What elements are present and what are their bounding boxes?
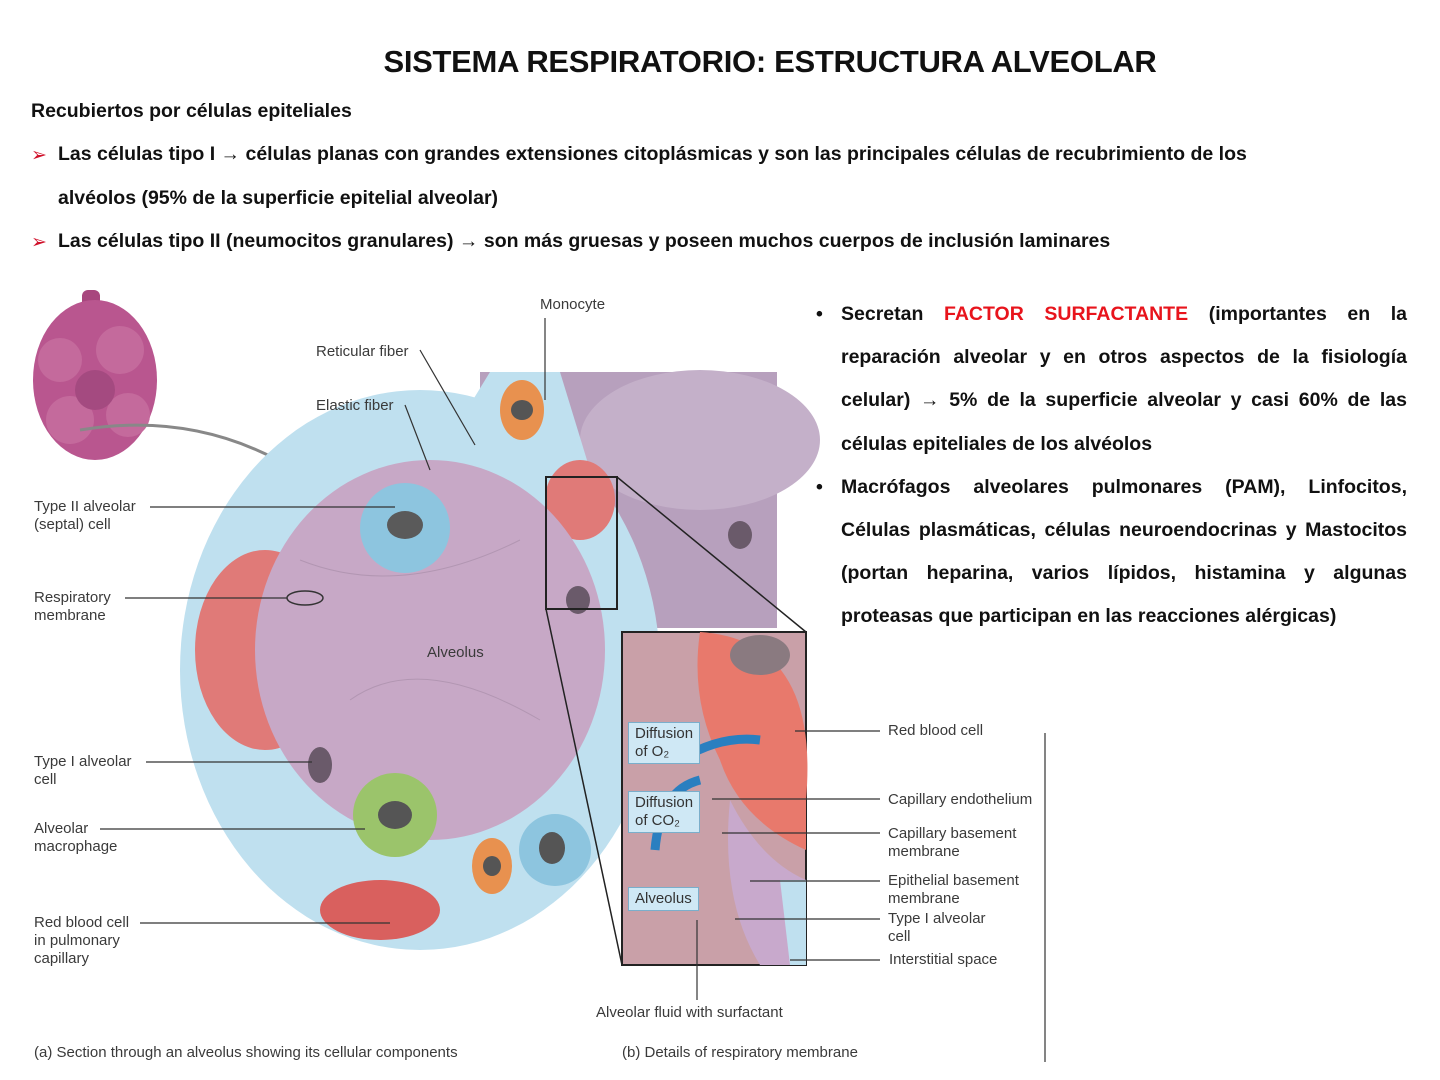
text: of CO₂ — [635, 812, 680, 829]
text: of O₂ — [635, 743, 670, 760]
text: in pulmonary — [34, 932, 120, 949]
inset-alveolus-box: Alveolus — [628, 887, 699, 911]
label-respiratory-membrane — [34, 589, 111, 625]
diffusion-co2-box — [628, 791, 700, 833]
text: Type I alveolar — [888, 910, 986, 927]
label-monocyte: Monocyte — [540, 296, 606, 313]
label-reticular-fiber: Reticular fiber — [316, 343, 409, 360]
label-macrophage — [34, 820, 117, 856]
diffusion-o2-box — [628, 722, 700, 764]
text: capillary — [34, 950, 90, 967]
label-r-type1-cell — [888, 910, 986, 946]
label-alveolus: Alveolus — [427, 644, 484, 661]
alveolar-sac-icon — [33, 290, 300, 478]
label-epithelial-basement — [888, 872, 1019, 908]
label-r-red-blood-cell: Red blood cell — [888, 722, 984, 739]
bullet-type1-line2: alvéolos (95% de la superficie epitelial alveolar) — [58, 187, 499, 209]
text: Alveolar — [34, 820, 89, 837]
label-elastic-fiber: Elastic fiber — [316, 397, 394, 414]
label-type1-cell — [34, 753, 132, 789]
text: cell — [888, 928, 911, 945]
label-type2-cell — [34, 498, 136, 534]
text: membrane — [34, 607, 106, 624]
text: macrophage — [34, 838, 118, 855]
text: Diffusion — [635, 725, 694, 742]
label-red-blood-cell — [34, 914, 129, 968]
arrow-bullet-icon: ➢ — [31, 232, 47, 253]
text: cell — [34, 771, 57, 788]
arrow-bullet-icon: ➢ — [31, 145, 47, 166]
text: Respiratory — [34, 589, 111, 606]
bullet-type2: Las células tipo II (neumocitos granulares) → son más gruesas y poseen muchos cuerpos de inclusión laminares — [58, 230, 1111, 252]
bullet-dot: • — [816, 303, 823, 325]
text: Epithelial basement — [888, 872, 1019, 889]
text: Capillary basement — [888, 825, 1017, 842]
text: Red blood cell — [34, 914, 130, 931]
bullet-dot: • — [816, 475, 823, 498]
text: (importantes en la reparación alveolar y en otros aspectos de la fisiología celular) → 5% de la superficie alveolar y casi 60% de las células epiteliales de los alvéolos — [841, 303, 1407, 455]
caption-b: (b) Details of respiratory membrane — [622, 1044, 858, 1061]
label-capillary-endothelium: Capillary endothelium — [888, 791, 1033, 808]
page-title: SISTEMA RESPIRATORIO: ESTRUCTURA ALVEOLAR — [383, 44, 1157, 79]
text: Macrófagos alveolares pulmonares (PAM), Linfocitos, Células plasmáticas, células neuroendocrinas y Mastocitos (portan heparina, varios lípidos, histamina y algunas proteasas que participan en las reacciones alérgicas) — [841, 475, 1407, 628]
surfactant-highlight: FACTOR SURFACTANTE — [943, 303, 1189, 325]
label-capillary-basement — [888, 825, 1016, 861]
text: (septal) cell — [34, 516, 111, 533]
text: Diffusion — [635, 794, 694, 811]
text: membrane — [888, 890, 960, 907]
label-alveolar-fluid: Alveolar fluid with surfactant — [596, 1004, 783, 1021]
caption-a: (a) Section through an alveolus showing its cellular components — [34, 1044, 458, 1061]
intro-heading: Recubiertos por células epiteliales — [31, 100, 352, 122]
text: Secretan — [841, 303, 944, 325]
text: membrane — [888, 843, 960, 860]
bullet-type1-line1: Las células tipo I → células planas con grandes extensiones citoplásmicas y son las principales células de recubrimiento de los — [58, 143, 1247, 165]
text: Type II alveolar — [34, 498, 136, 515]
label-interstitial-space: Interstitial space — [889, 951, 998, 968]
text: Type I alveolar — [34, 753, 132, 770]
